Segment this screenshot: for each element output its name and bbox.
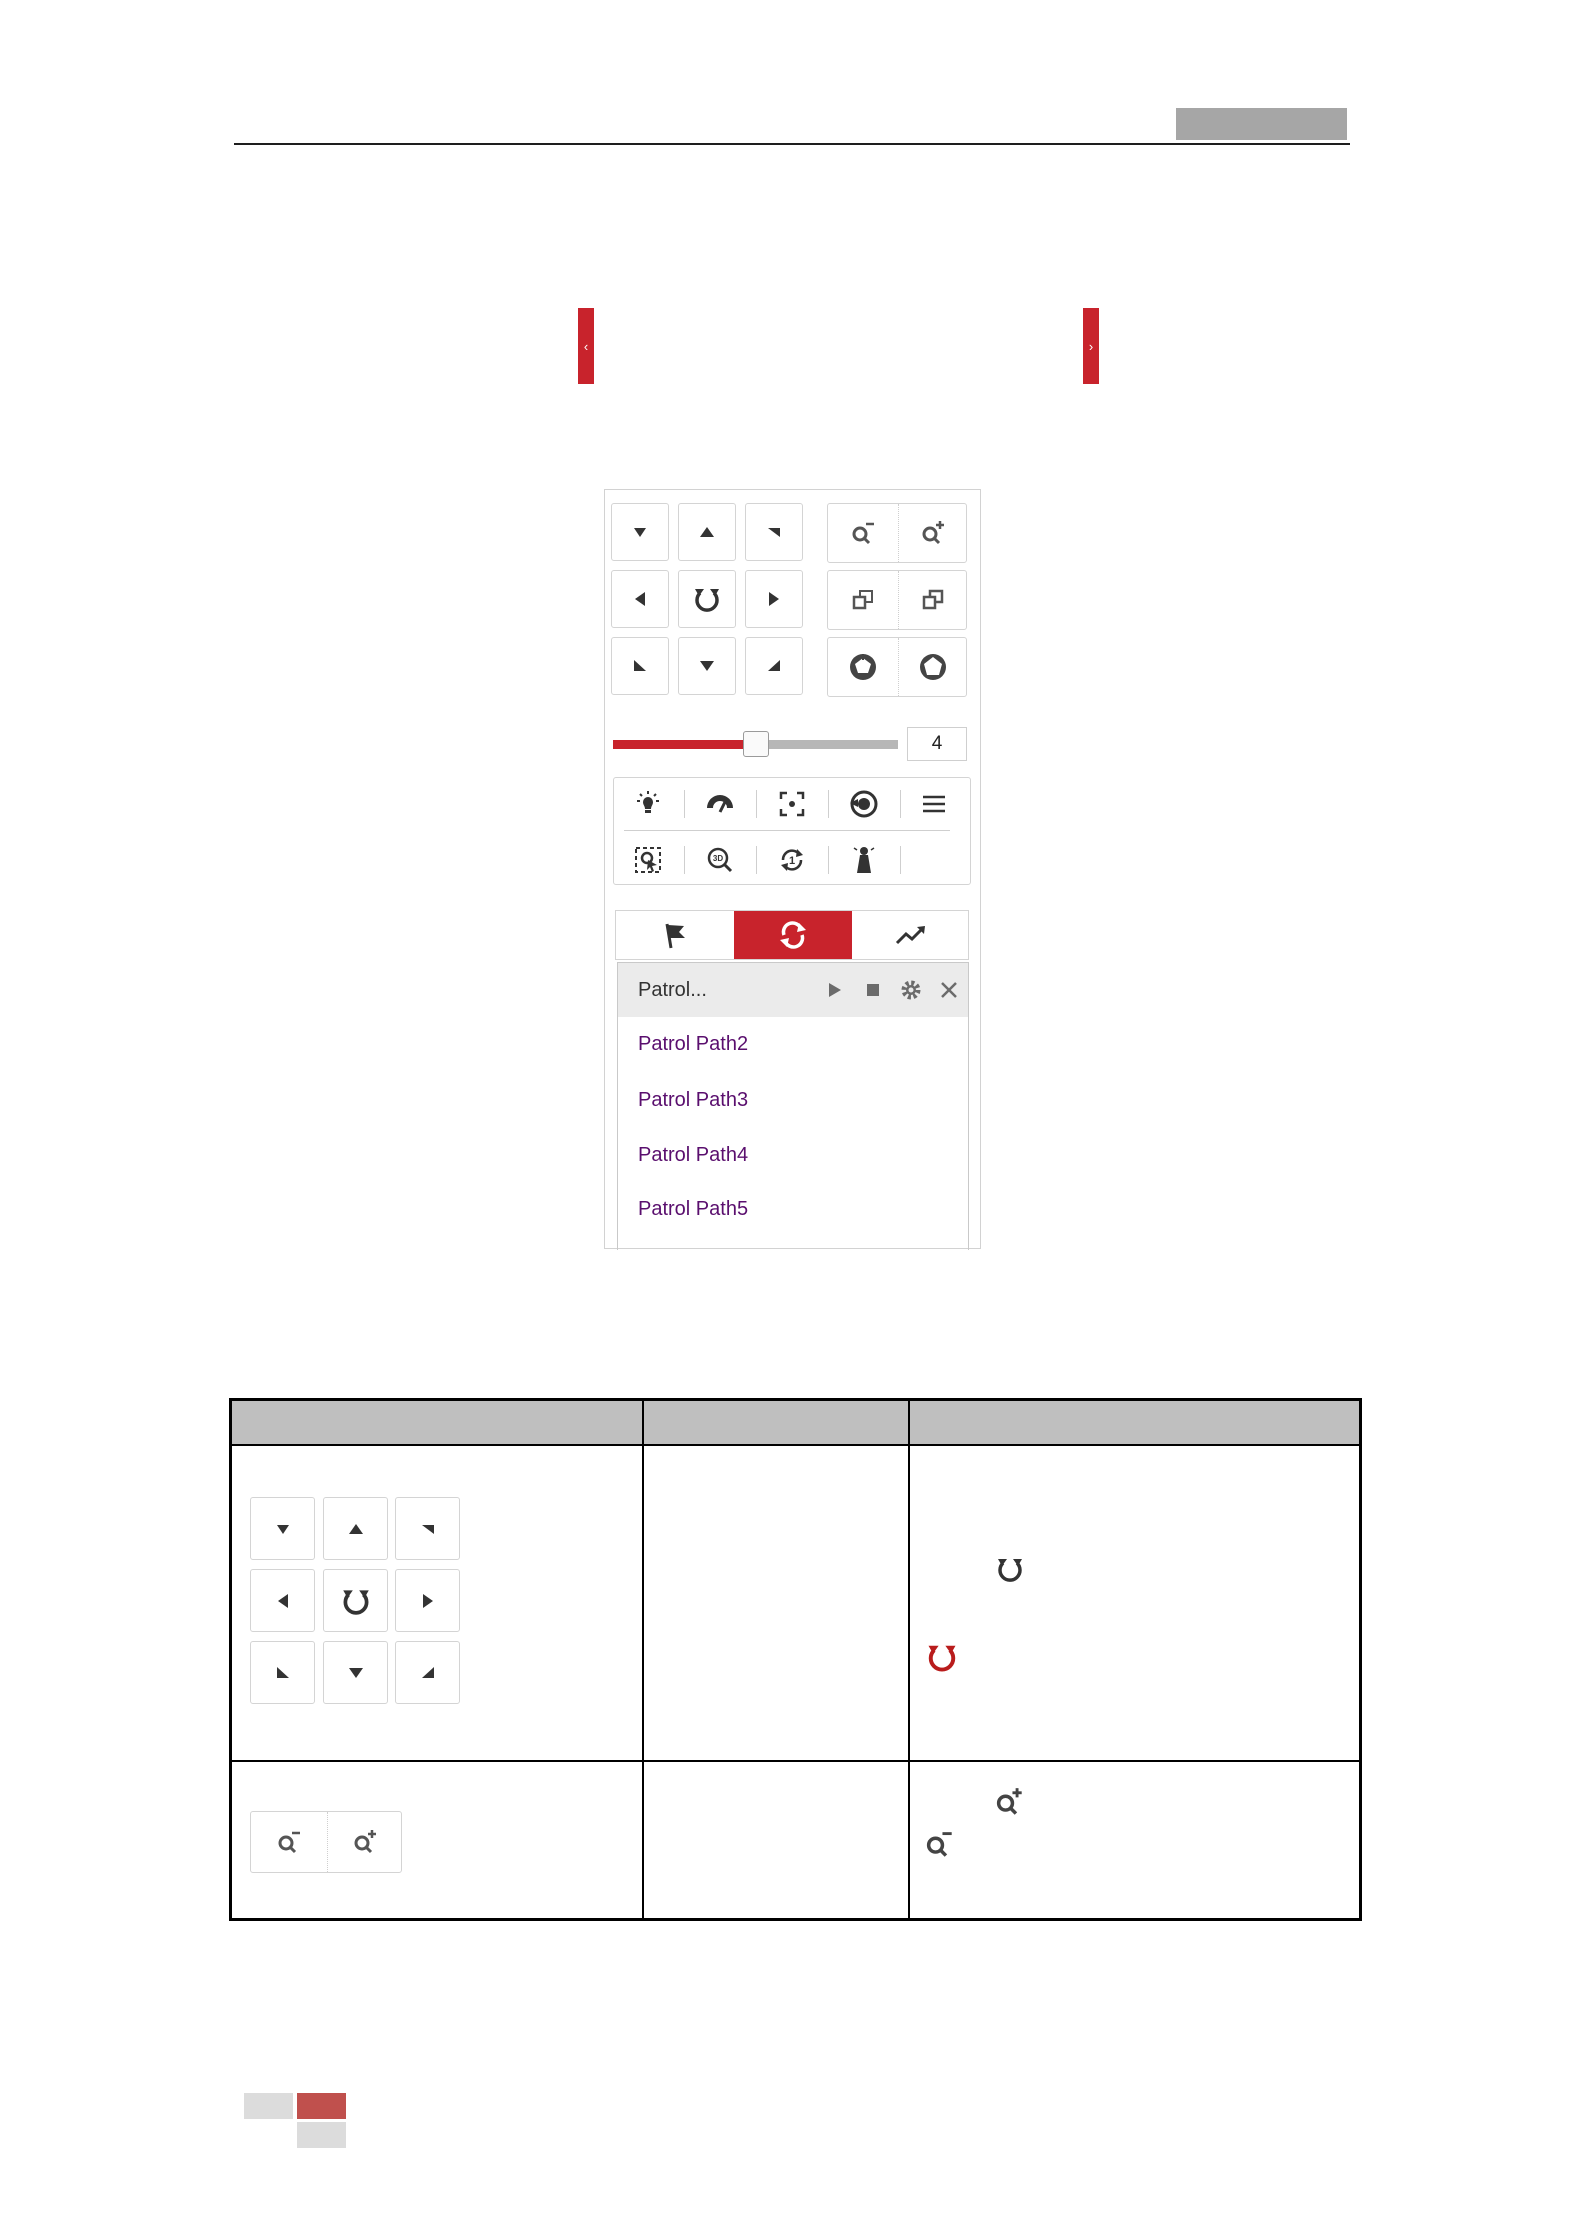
ptz-control-panel	[604, 489, 981, 1249]
separator	[684, 790, 685, 818]
arrow-up-icon	[699, 525, 715, 539]
collapse-left-handle[interactable]	[578, 308, 594, 384]
arrow-left-icon	[633, 591, 647, 607]
arrow-right-icon	[421, 1593, 435, 1609]
light-icon	[634, 790, 662, 818]
auto-scan-active-inline	[924, 1639, 960, 1675]
focus-near-icon	[850, 587, 876, 613]
svg-text:3D: 3D	[712, 854, 724, 863]
manual-tracking-button[interactable]	[622, 840, 674, 880]
separator	[900, 790, 901, 818]
arrow-down-icon	[699, 659, 715, 673]
illustration-up-left-button	[250, 1497, 315, 1560]
separator	[828, 790, 829, 818]
arrow-right-icon	[767, 591, 781, 607]
pan-down-button[interactable]	[678, 637, 736, 695]
separator	[756, 790, 757, 818]
illustration-auto-scan-button	[323, 1569, 388, 1632]
separator	[900, 846, 901, 874]
arrow-left-icon	[276, 1593, 290, 1609]
one-touch-patrol-button[interactable]	[766, 840, 818, 880]
pattern-icon	[895, 923, 927, 947]
auto-scan-icon	[339, 1584, 373, 1618]
close-icon	[940, 981, 958, 999]
zoom-out-button[interactable]	[828, 504, 899, 562]
pan-right-button[interactable]	[745, 570, 803, 628]
illustration-zoom-pair	[250, 1811, 402, 1873]
lens-init-button[interactable]	[838, 784, 890, 824]
illustration-up-button	[323, 1497, 388, 1560]
arrow-down-left-icon	[633, 659, 647, 673]
arrow-down-right-icon	[767, 659, 781, 673]
footer-block-accent	[297, 2093, 346, 2119]
function-toolbar	[613, 777, 971, 885]
arrow-up-right-icon	[767, 525, 781, 539]
table-divider	[642, 1401, 644, 1918]
speed-value-field[interactable]: 4	[907, 727, 967, 761]
patrol-item-label: Patrol Path4	[638, 1143, 749, 1166]
pan-up-right-button[interactable]	[745, 503, 803, 561]
arrow-up-left-icon	[633, 525, 647, 539]
header-tab	[1176, 108, 1347, 140]
arrow-up-right-icon	[421, 1522, 435, 1536]
svg-text:1: 1	[788, 855, 796, 867]
patrol-settings-button[interactable]	[898, 977, 924, 1003]
one-touch-focus-button[interactable]	[766, 784, 818, 824]
speed-slider-track[interactable]	[756, 740, 898, 749]
focus-near-button[interactable]	[828, 571, 899, 629]
patrol-item[interactable]	[618, 1182, 968, 1236]
arrow-down-icon	[348, 1666, 364, 1680]
preset-icon	[660, 920, 690, 950]
arrow-down-left-icon	[276, 1666, 290, 1680]
chevron-right-icon: ›	[1088, 338, 1094, 354]
wiper-button[interactable]	[694, 784, 746, 824]
one-touch-focus-icon	[778, 790, 806, 818]
park-icon	[851, 845, 877, 875]
illustration-up-right-button	[395, 1497, 460, 1560]
zoom-in-icon	[352, 1829, 378, 1855]
table-divider	[232, 1760, 1359, 1762]
gear-icon	[899, 978, 923, 1002]
delete-patrol-button[interactable]	[936, 977, 962, 1003]
focus-far-button[interactable]	[898, 571, 968, 629]
illustration-left-button	[250, 1569, 315, 1632]
illustration-right-button	[395, 1569, 460, 1632]
auto-scan-icon	[994, 1553, 1026, 1585]
footer-block	[297, 2122, 346, 2148]
auto-scan-icon	[691, 583, 723, 615]
footer-block	[244, 2093, 293, 2119]
tab-pattern[interactable]	[852, 911, 970, 959]
patrol-item-selected[interactable]	[618, 963, 968, 1017]
patrol-item[interactable]	[618, 1017, 968, 1071]
header-rule	[234, 143, 1350, 145]
speed-slider-handle[interactable]	[743, 731, 769, 757]
chevron-left-icon: ‹	[583, 338, 589, 354]
iris-control	[827, 637, 967, 697]
zoom-out-inline	[924, 1829, 954, 1859]
table-divider	[232, 1444, 1359, 1446]
illustration-zoom-out	[251, 1812, 328, 1872]
iris-plus-icon	[847, 651, 879, 683]
iris-plus-button[interactable]	[828, 638, 899, 696]
patrol-icon	[777, 919, 809, 951]
patrol-item-label: Patrol...	[638, 978, 707, 1001]
patrol-item[interactable]	[618, 1128, 968, 1182]
patrol-item-label: Patrol Path5	[638, 1197, 749, 1220]
separator	[828, 846, 829, 874]
lens-init-icon	[849, 789, 879, 819]
speed-slider-fill	[613, 740, 756, 749]
function-row-divider	[624, 830, 950, 831]
auto-scan-inline	[994, 1553, 1026, 1585]
patrol-item-label: Patrol Path2	[638, 1032, 749, 1055]
tab-patrol[interactable]	[734, 911, 852, 959]
manual-tracking-icon	[633, 845, 663, 875]
illustration-down-left-button	[250, 1641, 315, 1704]
collapse-right-handle[interactable]	[1083, 308, 1099, 384]
park-button[interactable]	[838, 840, 890, 880]
auto-scan-button[interactable]	[678, 570, 736, 628]
separator	[756, 846, 757, 874]
play-icon	[828, 982, 842, 998]
start-patrol-button[interactable]	[822, 977, 848, 1003]
patrol-item-label: Patrol Path3	[638, 1088, 749, 1111]
zoom-in-inline	[994, 1787, 1024, 1817]
separator	[684, 846, 685, 874]
pan-up-button[interactable]	[678, 503, 736, 561]
arrow-down-right-icon	[421, 1666, 435, 1680]
menu-icon	[922, 794, 946, 814]
menu-button[interactable]	[908, 784, 960, 824]
iris-minus-icon	[917, 651, 949, 683]
auto-scan-active-icon	[924, 1639, 960, 1675]
3d-zoom-button[interactable]	[694, 840, 746, 880]
pan-down-right-button[interactable]	[745, 637, 803, 695]
zoom-out-icon	[924, 1829, 954, 1859]
description-table	[229, 1398, 1362, 1921]
light-button[interactable]	[622, 784, 674, 824]
table-header-cell	[232, 1401, 642, 1444]
3d-zoom-icon	[705, 845, 735, 875]
stop-patrol-button[interactable]	[860, 977, 886, 1003]
pan-left-button[interactable]	[611, 570, 669, 628]
pan-up-left-button[interactable]	[611, 503, 669, 561]
patrol-item[interactable]	[618, 1073, 968, 1127]
arrow-up-left-icon	[276, 1522, 290, 1536]
zoom-control	[827, 503, 967, 563]
table-header-cell	[910, 1401, 1359, 1444]
zoom-in-button[interactable]	[898, 504, 968, 562]
patrol-list	[617, 962, 969, 1250]
table-divider	[908, 1401, 910, 1918]
zoom-in-icon	[920, 520, 946, 546]
one-touch-patrol-icon	[777, 845, 807, 875]
stop-icon	[866, 983, 880, 997]
illustration-zoom-in	[327, 1812, 403, 1872]
zoom-out-icon	[276, 1829, 302, 1855]
wiper-icon	[704, 790, 736, 818]
arrow-up-icon	[348, 1522, 364, 1536]
illustration-down-right-button	[395, 1641, 460, 1704]
illustration-down-button	[323, 1641, 388, 1704]
focus-far-icon	[920, 587, 946, 613]
pan-down-left-button[interactable]	[611, 637, 669, 695]
focus-control	[827, 570, 967, 630]
tab-preset[interactable]	[616, 911, 734, 959]
patrol-actions	[822, 963, 962, 1017]
zoom-in-icon	[994, 1787, 1024, 1817]
zoom-out-icon	[850, 520, 876, 546]
table-header-cell	[644, 1401, 908, 1444]
ptz-tab-bar	[615, 910, 969, 960]
iris-minus-button[interactable]	[898, 638, 968, 696]
